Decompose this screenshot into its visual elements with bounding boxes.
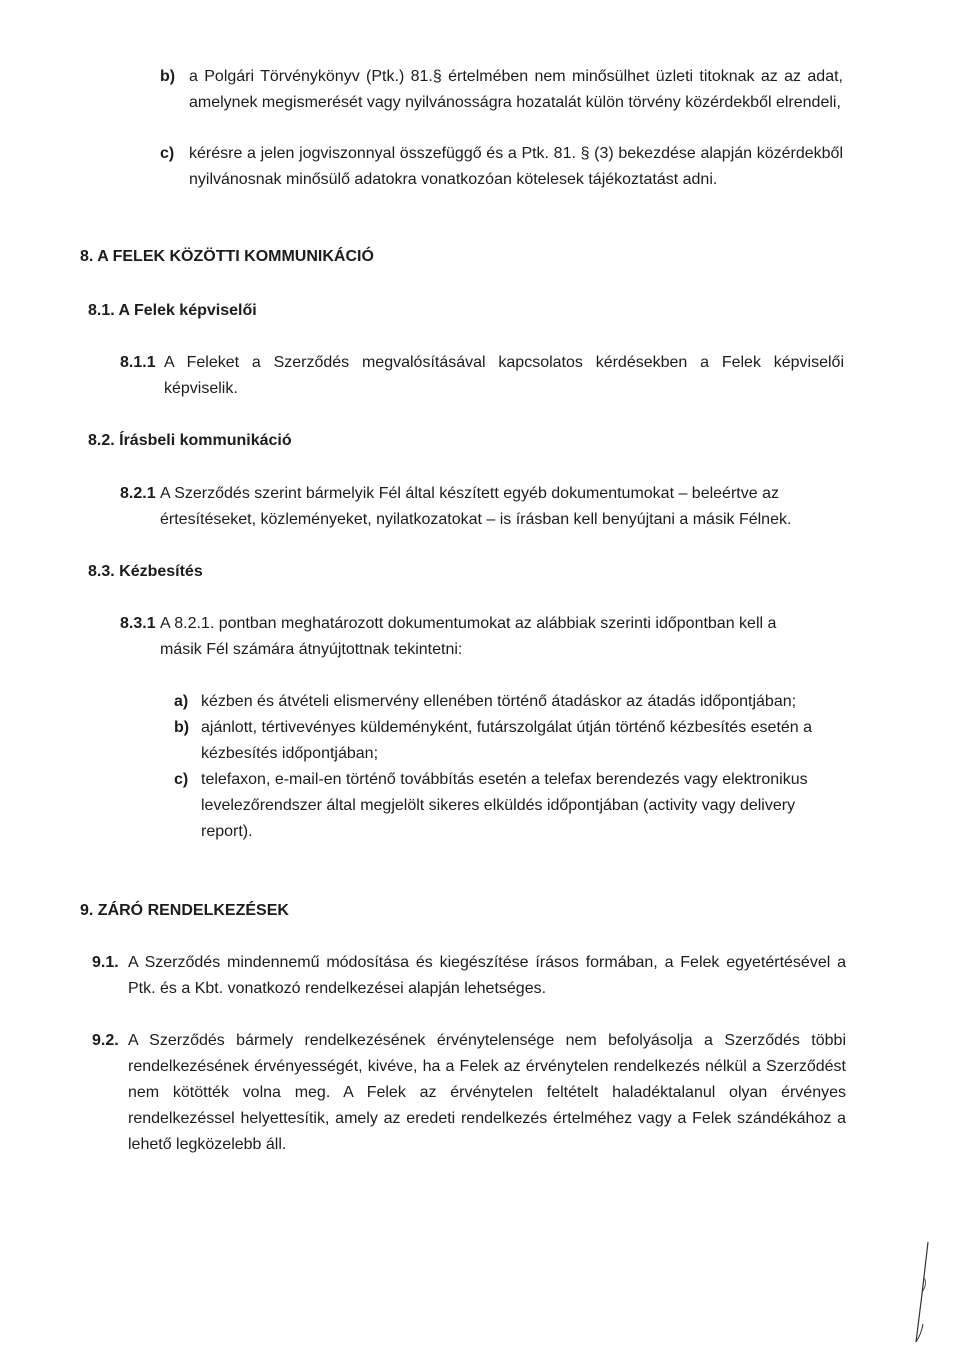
paragraph-8-1-1-body: A Feleket a Szerződés megvalósításával kapcsolatos kérdésekben a Felek képviselői képviselik. xyxy=(164,354,844,397)
delivery-item-c-marker: c) xyxy=(174,771,189,788)
paragraph-8-2-1-number: 8.2.1 xyxy=(120,485,156,502)
paragraph-8-1-1-number: 8.1.1 xyxy=(120,354,156,371)
list-item-b-text: a Polgári Törvénykönyv (Ptk.) 81.§ értelmében nem minősülhet üzleti titoknak az az adat, amelynek megismerését vagy nyilvánosságra hozatalát külön törvény közérdekből elrendeli, xyxy=(189,68,843,111)
delivery-item-a-text: kézben és átvételi elismervény ellenében történő átadáskor az átadás időpontjában; xyxy=(201,693,797,710)
list-item-c-text: kérésre a jelen jogviszonnyal összefüggő és a Ptk. 81. § (3) bekezdése alapján közérdekből nyilvánosnak minősülő adatokra vonatkozóan kötelesek tájékoztatást adni. xyxy=(189,145,843,188)
paragraph-9-2-number: 9.2. xyxy=(92,1032,119,1049)
list-marker-c: c) xyxy=(160,145,175,162)
list-marker-b: b) xyxy=(160,68,176,85)
paragraph-9-1-number: 9.1. xyxy=(92,954,119,971)
delivery-item-a-marker: a) xyxy=(174,693,189,710)
section-8-2-heading: 8.2. Írásbeli kommunikáció xyxy=(88,432,292,449)
section-8-heading: 8. A FELEK KÖZÖTTI KOMMUNIKÁCIÓ xyxy=(80,248,374,265)
delivery-item-c-text: telefaxon, e-mail-en történő továbbítás esetén a telefax berendezés vagy elektronikus levelezőrendszer által megjelölt sikeres elküldés időpontjában (activity vagy delivery report). xyxy=(201,771,808,840)
paragraph-8-3-1-text: A 8.2.1. pontban meghatározott dokumentumokat az alábbiak szerinti időpontban kell a másik Fél számára átnyújtottnak tekintetni: xyxy=(160,615,777,658)
section-8-3-heading: 8.3. Kézbesítés xyxy=(88,563,203,580)
paragraph-9-2-text: A Szerződés bármely rendelkezésének érvénytelensége nem befolyásolja a Szerződés többi rendelkezésének érvényességét, kivéve, ha a Felek az érvénytelen rendelkezés nélkül a Szerződést nem kötötték volna meg. A Felek az érvénytelen feltételt haladéktalanul olyan érvényes rendelkezéssel helyettesítik, amely az eredeti rendelkezés értelméhez vagy a Felek szándékához a lehető legközelebb áll. xyxy=(128,1032,846,1153)
paragraph-8-2-1-text: A Szerződés szerint bármelyik Fél által készített egyéb dokumentumokat – beleértve az értesítéseket, közleményeket, nyilatkozatokat – is írásban kell benyújtani a másik Félnek. xyxy=(160,485,792,528)
paragraph-9-1-text: A Szerződés mindennemű módosítása és kiegészítése írásos formában, a Felek egyetértésével a Ptk. és a Kbt. vonatkozó rendelkezései alapján lehetséges. xyxy=(128,954,846,997)
section-8-1-heading: 8.1. A Felek képviselői xyxy=(88,302,257,319)
signature-mark xyxy=(900,1238,940,1348)
delivery-item-b-marker: b) xyxy=(174,719,190,736)
delivery-item-b-text: ajánlott, tértivevényes küldeményként, futárszolgálat útján történő kézbesítés esetén a kézbesítés időpontjában; xyxy=(201,719,813,762)
paragraph-8-1-1-text xyxy=(164,350,844,402)
section-9-heading: 9. ZÁRÓ RENDELKEZÉSEK xyxy=(80,902,289,919)
paragraph-8-3-1-number: 8.3.1 xyxy=(120,615,156,632)
